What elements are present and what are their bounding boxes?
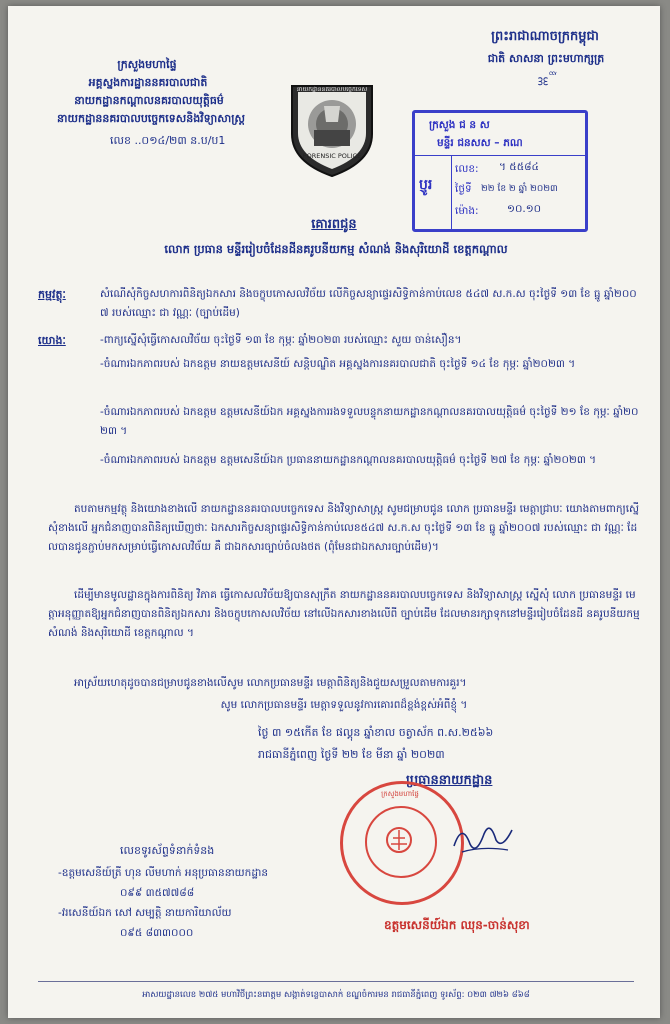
subject-label: កម្មវត្ថុៈ [38,288,66,301]
reference-item-2: -ចំណារឯកភាពរបស់ ឯកឧត្តម នាយឧត្តមសេនីយ៍ សន្តិបណ្ឌិត អគ្គស្នងការនគរបាលជាតិ ចុះថ្ងៃទី ១៤ ខែ កុម្ភៈ ឆ្នាំ២០២៣ ។ [100,358,576,370]
body-paragraph-2: ដើម្បីមានមូលដ្ឋានក្នុងការពិនិត្យ វិភាគ ធ្វើកោសលវិច័យឱ្យបានសុក្រឹត នាយកដ្ឋាននគរបាលបច្ចេកទេស និងវិទ្យាសាស្ត្រ ស្នើសុំ លោក ប្រធានមន្ទីរ មេត្តាអនុញ្ញាតឱ្យអ្នកជំនាញបានពិនិត្យឯកសារ និងចក្ខុបកោសលវិច័យ នៅលើឯកសារខាងលើពី ច្បាប់ដើម ដែលមានរក្សាទុកនៅមន្ទីររៀបចំដែនដី នគរូបនីយកម្ម សំណង់ និងសុរិយោដី ខេត្តកណ្តាល ។ [48,589,640,639]
receipt-number-value: ។ ៥៥៨៤ [499,161,539,173]
letter-title: គោរពជូន [311,217,357,232]
ministry-name: ក្រសួងមហាផ្ទៃ [117,58,177,71]
forensic-police-logo [284,76,380,180]
receipt-time-value: ១០.១០ [507,203,542,215]
receipt-date-label: ថ្ងៃទី [455,183,472,195]
official-seal [340,781,464,905]
national-motto: ជាតិ សាសនា ព្រះមហាក្សត្រ [487,52,605,65]
seal-emblem-icon [381,822,417,858]
contact-phone-1: ០៩៩ ៣៥៧៧៨៨ [120,887,195,899]
references-label: យោងៈ [38,334,66,347]
reference-item-4: -ចំណារឯកភាពរបស់ ឯកឧត្តម ឧត្តមសេនីយ៍ឯក ប្រធាននាយកដ្ឋានកណ្តាលនគរបាលយុត្តិធម៌ ចុះថ្ងៃទី ២៧ ខែ កុម្ភៈ ឆ្នាំ២០២៣ ។ [100,454,597,466]
receipt-date-value: ២២ ខែ ២ ឆ្នាំ ២០២៣ [481,184,558,194]
receipt-time-label: ម៉ោង: [455,205,479,217]
receipt-side-label: ប្ញូរ [419,177,433,193]
kingdom-title: ព្រះរាជាណាចក្រកម្ពុជា [491,29,599,44]
footer-divider [38,981,634,982]
closing-sentence: សូម លោកប្រធានមន្ទីរ មេត្តាទទួលនូវការគោរពដ៏ខ្ពង់ខ្ពស់អំពីខ្ញុំ ។ [220,699,468,711]
body-paragraph-3: អាស្រ័យហេតុដូចបានជម្រាបជូនខាងលើសូម លោកប្រធានមន្ទីរ មេត្តាពិនិត្យនិងជួយសម្រួលតាមការគួរ។ [74,677,467,689]
reference-number: លេខ ..០១៤/២៣ ន.ប/ប1 [110,134,226,147]
solar-date: រាជធានីភ្នំពេញ ថ្ងៃទី ២២ ខែ មីនា ឆ្នាំ ២០២៣ [258,748,445,761]
receipt-number-label: លេខ: [455,163,479,175]
subject-text: សំណើសុំកិច្ចសហការពិនិត្យឯកសារ និងចក្ខុបកោសលវិច័យ លើកិច្ចសន្យាផ្ទេរសិទ្ធិកាន់កាប់លេខ ៥៤៧ ស.ក.ស ចុះថ្ងៃទី ១៣ ខែ ធ្នូ ឆ្នាំ២០០៧ របស់ឈ្មោះ ជា វណ្ណៈ (ច្បាប់ដើម) [100,288,637,319]
logo-top-text: នាយកដ្ឋាននគរបាលបច្ចេកទេស [296,86,368,93]
body-paragraph-1: តបតាមកម្មវត្ថុ និងយោងខាងលើ នាយកដ្ឋាននគរបាលបច្ចេកទេស និងវិទ្យាសាស្ត្រ សូមជម្រាបជូន លោក ប្រធានមន្ទីរ មេត្តាជ្រាបៈ យោងតាមពាក្យស្នើសុំខាងលើ អ្នកជំនាញបានពិនិត្យឃើញថាៈ ឯកសារកិច្ចសន្យាផ្ទេរសិទ្ធិកាន់កាប់លេខ៥៤៧ ស.ក.ស ចុះថ្ងៃទី ១៣ ខែ ធ្នូ ឆ្នាំ២០០៧ របស់ឈ្មោះ ជា វណ្ណៈ ដែលបានជូនភ្ជាប់មកសម្រាប់ធ្វើកោសលវិច័យ គឺ ជាឯកសារច្បាប់ចំលងថត (ពុំមែនជាឯកសារច្បាប់ដើម)។ [48,503,640,553]
receipt-stamp [412,110,588,232]
seal-text: ក្រសួងមហាផ្ទៃ [381,790,419,798]
department-forensic: នាយកដ្ឋាននគរបាលបច្ចេកទេសនិងវិទ្យាសាស្ត្រ [57,112,245,125]
signer-title: ប្រធាននាយកដ្ឋាន [406,773,493,788]
motto-ornament: ᢃᢄᢅ [537,76,549,89]
department-criminal: នាយកដ្ឋានកណ្តាលនគរបាលយុត្តិធម៌ [74,94,224,107]
department-general: អគ្គស្នងការដ្ឋាននគរបាលជាតិ [88,76,208,89]
signer-name: ឧត្តមសេនីយ៍ឯក ឈុន-ចាន់សុខា [384,918,530,932]
letter-page [8,6,660,1018]
receipt-office: ក្រសួង ជ ន ស [429,119,490,131]
receipt-unit: មន្ទីរ ជនសស – ភណ [437,137,523,149]
contact-phone-2: ០៩៥ ៨៣៣០០០ [120,927,194,939]
contact-name-2: -វរសេនីយ៍ឯក សៅ សម្បត្តិ នាយការិយាល័យ [58,907,232,919]
lunar-date: ថ្ងៃ ៣ ១៥កើត ខែ ផល្គុន ឆ្នាំខាល ចត្វាស័ក ព.ស.២៥៦៦ [258,726,494,739]
reference-item-1: -ពាក្យស្នើសុំធ្វើកោសលវិច័យ ចុះថ្ងៃទី ១៣ ខែ កុម្ភៈ ឆ្នាំ២០២៣ របស់ឈ្មោះ សួយ ចាន់សឿន។ [100,334,462,346]
contacts-heading: លេខទូរស័ព្ទទំនាក់ទំនង [120,844,215,857]
letter-recipient: លោក ប្រធាន មន្ទីររៀបចំដែនដីនគរូបនីយកម្ម សំណង់ និងសុរិយោដី ខេត្តកណ្តាល [164,242,508,256]
logo-bottom-text: FORENSIC POLICE [302,152,362,160]
handwritten-signature [448,816,518,860]
reference-item-3: -ចំណារឯកភាពរបស់ ឯកឧត្តម ឧត្តមសេនីយ៍ឯក អគ្គស្នងការរងទទួលបន្ទុកនាយកដ្ឋានកណ្តាលនគរបាលយុត្តិធម៌ ចុះថ្ងៃទី ២១ ខែ កុម្ភៈ ឆ្នាំ២០២៣ ។ [100,406,639,437]
contact-name-1: -ឧត្តមសេនីយ៍ត្រី ហុន លីមហាក់ អនុប្រធាននាយកដ្ឋាន [58,867,269,879]
footer-address: អាសយដ្ឋានលេខ ២៧៥ មហាវិថីព្រះនរោត្តម សង្កាត់ទន្លេបាសាក់ ខណ្ឌចំការមន រាជធានីភ្នំពេញ ទូរស័ព្ទ: ០២៣ ៧២៦ ៨៦៨ [142,990,530,1000]
